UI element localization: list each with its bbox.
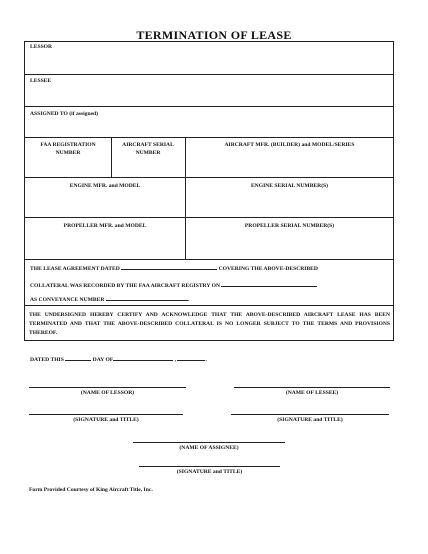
propeller-mfr-label: PROPELLER MFR. and MODEL — [63, 223, 147, 229]
aircraft-serial-label-line2: NUMBER — [135, 149, 161, 156]
divider — [24, 137, 394, 138]
propeller-serial-field[interactable] — [186, 233, 393, 258]
day-of-label: DAY OF — [92, 357, 114, 363]
name-of-lessee-label: (NAME OF LESSEE) — [285, 390, 339, 396]
form-title: TERMINATION OF LEASE — [136, 28, 292, 42]
date-comma: , — [174, 357, 177, 363]
aircraft-mfr-field[interactable] — [186, 158, 393, 176]
dated-line — [30, 354, 207, 365]
aircraft-serial-field[interactable] — [112, 158, 185, 176]
conveyance-line — [30, 294, 189, 305]
lessor-signature-line[interactable] — [29, 414, 183, 415]
faa-registration-label-line1: FAA REGISTRATION — [40, 142, 96, 148]
assignee-signature-label: (SIGNATURE and TITLE) — [176, 469, 243, 475]
conveyance-number-field[interactable] — [106, 294, 188, 301]
aircraft-mfr-label: AIRCRAFT MFR. (BUILDER) and MODEL/SERIES — [224, 142, 355, 148]
day-field[interactable] — [65, 354, 91, 361]
name-of-assignee-label: (NAME OF ASSIGNEE) — [179, 445, 239, 451]
propeller-serial-label: PROPELLER SERIAL NUMBER(S) — [244, 223, 335, 229]
lease-dated-prefix: THE LEASE AGREEMENT DATED — [30, 266, 120, 272]
conveyance-text: AS CONVEYANCE NUMBER — [30, 297, 105, 303]
lessor-label: LESSOR — [30, 44, 53, 50]
lease-dated-line — [30, 263, 318, 274]
aircraft-serial-label — [112, 142, 184, 157]
collateral-text: COLLATERAL WAS RECORDED BY THE FAA AIRCRAFT REGISTRY ON — [30, 283, 221, 289]
conveyance-period: . — [187, 297, 190, 303]
divider — [24, 74, 394, 75]
divider — [24, 177, 394, 178]
faa-registration-label — [26, 142, 110, 157]
lessor-signature-label: (SIGNATURE and TITLE) — [73, 417, 139, 423]
assigned-label: ASSIGNED TO (if assigned) — [30, 111, 99, 117]
lessee-signature-label: (SIGNATURE and TITLE) — [277, 417, 343, 423]
lessee-signature-line[interactable] — [231, 414, 389, 415]
engine-serial-label: ENGINE SERIAL NUMBER(S) — [250, 183, 329, 189]
divider — [24, 305, 394, 306]
engine-mfr-label: ENGINE MFR. and MODEL — [69, 183, 141, 189]
certification-text: THE UNDERSIGNED HEREBY CERTIFY AND ACKNOWLEDGE THAT THE ABOVE-DESCRIBED AIRCRAFT LEASE HAS BEEN TERMINATED AND THAT THE ABOVE-DESCRIBED COLLATERAL IS NO LONGER SUBJECT TO THE TERMS AND PROVISIONS THEREOF. — [29, 312, 390, 336]
divider — [24, 259, 394, 260]
lessor-name-line[interactable] — [29, 387, 186, 388]
assigned-field[interactable] — [25, 119, 393, 136]
footer-credit: Form Provided Courtesy of King Aircraft Title, Inc. — [29, 487, 153, 493]
lease-date-field[interactable] — [121, 263, 217, 270]
faa-registration-label-line2: NUMBER — [55, 149, 81, 156]
year-field[interactable] — [174, 354, 205, 363]
aircraft-serial-label-line1: AIRCRAFT SERIAL — [122, 142, 174, 148]
assignee-signature-line[interactable] — [139, 466, 280, 467]
divider — [24, 106, 394, 107]
faa-registration-field[interactable] — [25, 158, 111, 176]
collateral-line — [30, 280, 317, 291]
lessee-field[interactable] — [25, 86, 393, 105]
dated-this-label: DATED THIS — [30, 357, 64, 363]
engine-serial-field[interactable] — [186, 193, 393, 216]
assignee-name-line[interactable] — [133, 442, 285, 443]
lessor-field[interactable] — [25, 52, 393, 73]
lessee-label: LESSEE — [30, 78, 52, 84]
divider — [24, 217, 394, 218]
name-of-lessor-label: (NAME OF LESSOR) — [80, 390, 135, 396]
date-period: . — [205, 357, 207, 363]
lessee-name-line[interactable] — [234, 387, 390, 388]
month-field[interactable] — [113, 354, 173, 361]
lease-dated-suffix: COVERING THE ABOVE-DESCRIBED — [218, 266, 318, 272]
propeller-mfr-field[interactable] — [25, 233, 185, 258]
recorded-date-field[interactable] — [221, 280, 317, 287]
engine-mfr-field[interactable] — [25, 193, 185, 216]
